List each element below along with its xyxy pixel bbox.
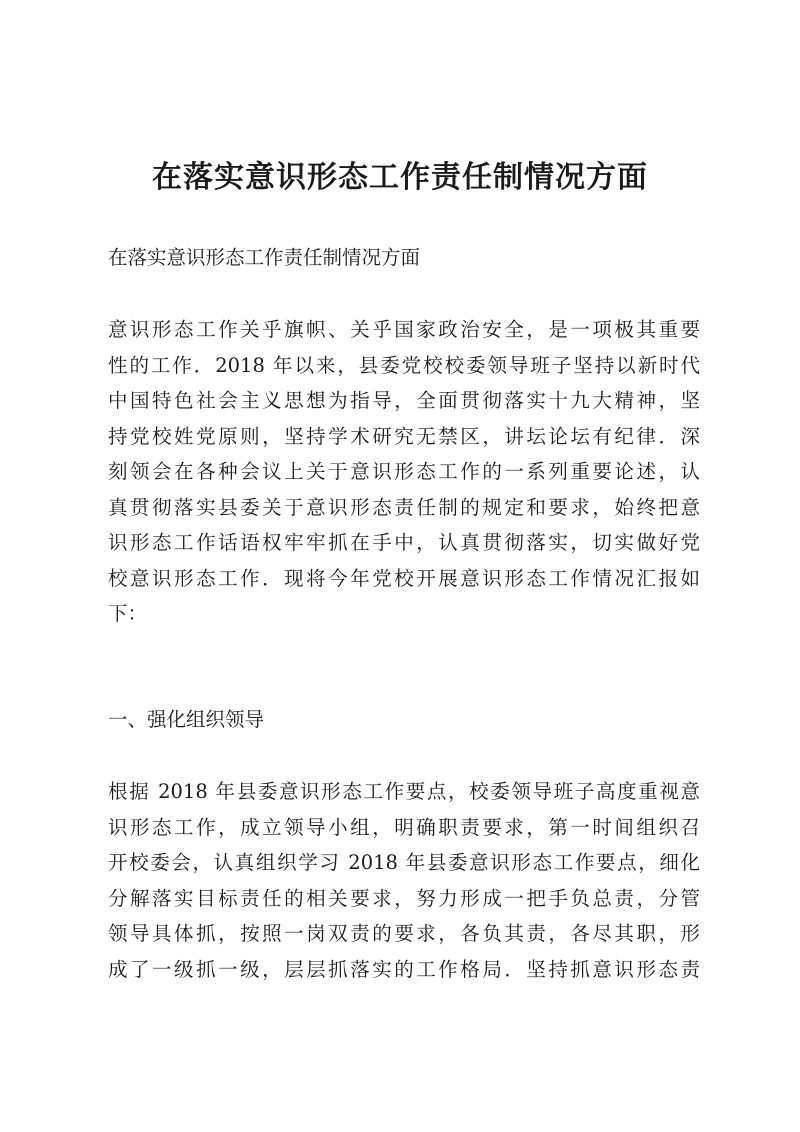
- paragraph-line: 意识形态工作关乎旗帜、关乎国家政治安全，是一项极其重要: [108, 318, 700, 341]
- paragraph-line: 成了一级抓一级，层层抓落实的工作格局．坚持抓意识形态责: [108, 957, 700, 981]
- paragraph-line: 开校委会，认真组织学习 2018 年县委意识形态工作要点，细化: [108, 851, 700, 874]
- paragraph-line: 中国特色社会主义思想为指导，全面贯彻落实十九大精神，坚: [108, 389, 700, 412]
- subtitle-line: 在落实意识形态工作责任制情况方面: [108, 246, 421, 269]
- paragraph-line: 下：: [108, 602, 148, 625]
- paragraph-line: 校意识形态工作．现将今年党校开展意识形态工作情况汇报如: [108, 566, 700, 590]
- paragraph-line: 分解落实目标责任的相关要求，努力形成一把手负总责，分管: [108, 886, 700, 910]
- paragraph-line: 识形态工作话语权牢牢抓在手中，认真贯彻落实，切实做好党: [108, 531, 700, 554]
- intro-paragraph: [108, 312, 700, 632]
- paragraph-line: 根据 2018 年县委意识形态工作要点，校委领导班子高度重视意: [108, 780, 700, 803]
- paragraph-line: 识形态工作，成立领导小组，明确职责要求，第一时间组织召: [108, 815, 700, 839]
- paragraph-line: 领导具体抓，按照一岗双责的要求，各负其责，各尽其职，形: [108, 922, 700, 945]
- paragraph-line: 性的工作．2018 年以来，县委党校校委领导班子坚持以新时代: [108, 353, 700, 377]
- paragraph-line: 持党校姓党原则，坚持学术研究无禁区，讲坛论坛有纪律．深: [108, 424, 700, 448]
- paragraph-line: 刻领会在各种会议上关于意识形态工作的一系列重要论述，认: [108, 460, 700, 483]
- section-heading: [108, 702, 700, 738]
- paragraph-line: 真贯彻落实县委关于意识形态责任制的规定和要求，始终把意: [108, 495, 700, 519]
- document-subtitle: [108, 240, 700, 276]
- section-paragraph: [108, 774, 700, 987]
- section-heading-text: 一、强化组织领导: [108, 708, 265, 731]
- document-title: 在落实意识形态工作责任制情况方面: [152, 160, 648, 195]
